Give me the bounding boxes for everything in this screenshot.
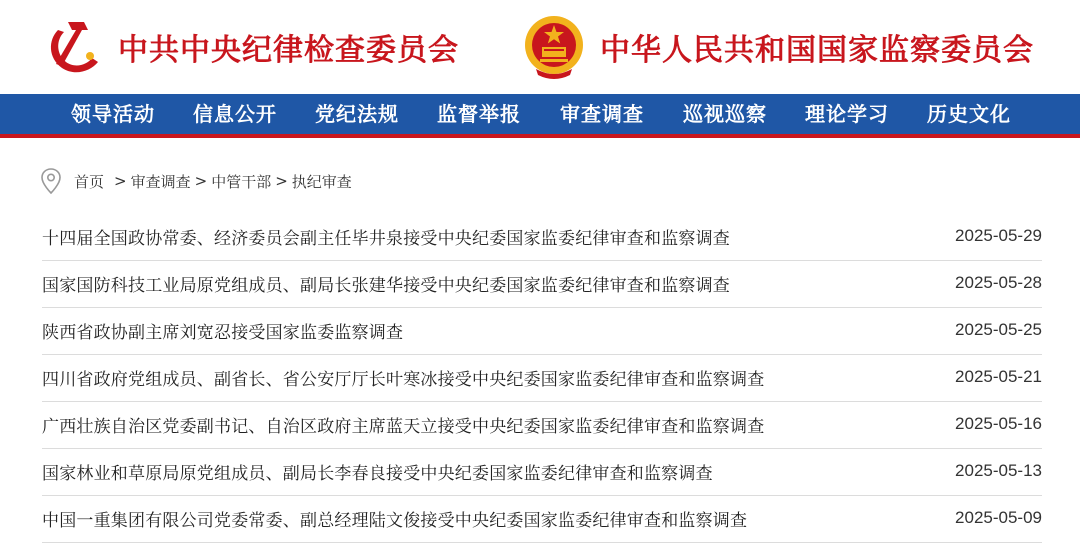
article-date: 2025-05-13 xyxy=(955,461,1042,480)
location-pin-icon xyxy=(40,167,62,195)
site-header xyxy=(0,0,1080,94)
breadcrumb xyxy=(40,166,352,196)
breadcrumb-central-cadres[interactable]: 中管干部 xyxy=(211,172,272,191)
nav-item-leadership[interactable]: 领导活动 xyxy=(71,102,155,126)
nav-item-inspection[interactable]: 巡视巡察 xyxy=(683,102,767,126)
article-title[interactable]: 十四届全国政协常委、经济委员会副主任毕井泉接受中央纪委国家监委纪律审查和监察调查 xyxy=(42,229,730,249)
article-title[interactable]: 陕西省政协副主席刘宽忍接受国家监委监察调查 xyxy=(42,323,404,343)
breadcrumb-discipline-review[interactable]: 执纪审查 xyxy=(291,172,352,191)
list-item[interactable] xyxy=(42,449,1042,496)
article-title[interactable]: 国家林业和草原局原党组成员、副局长李春良接受中央纪委国家监委纪律审查和监察调查 xyxy=(42,464,713,484)
article-date: 2025-05-28 xyxy=(955,273,1042,292)
nav-item-regulations[interactable]: 党纪法规 xyxy=(315,102,399,126)
nav-item-study[interactable]: 理论学习 xyxy=(805,102,889,126)
breadcrumb-separator: > xyxy=(275,172,288,190)
article-title[interactable]: 广西壮族自治区党委副书记、自治区政府主席蓝天立接受中央纪委国家监委纪律审查和监察调查 xyxy=(42,417,765,437)
list-item[interactable] xyxy=(42,402,1042,449)
breadcrumb-investigation[interactable]: 审查调查 xyxy=(130,172,191,191)
ccdi-name: 中共中央纪律检查委员会 xyxy=(118,33,459,68)
list-item[interactable] xyxy=(42,496,1042,543)
list-item[interactable] xyxy=(42,308,1042,355)
party-emblem-icon xyxy=(44,16,104,78)
list-item[interactable] xyxy=(42,355,1042,402)
article-date: 2025-05-25 xyxy=(955,320,1042,339)
nsc-name: 中华人民共和国国家监察委员会 xyxy=(600,33,1034,68)
list-item[interactable] xyxy=(42,214,1042,261)
nav-item-history[interactable]: 历史文化 xyxy=(927,102,1011,126)
article-title[interactable]: 国家国防科技工业局原党组成员、副局长张建华接受中央纪委国家监委纪律审查和监察调查 xyxy=(42,276,730,296)
main-nav xyxy=(0,94,1080,138)
article-list xyxy=(42,214,1042,543)
nav-item-report[interactable]: 监督举报 xyxy=(437,102,521,126)
breadcrumb-separator: > xyxy=(114,172,127,190)
nsc-logo-link[interactable] xyxy=(522,0,1034,94)
article-date: 2025-05-16 xyxy=(955,414,1042,433)
nav-item-disclosure[interactable]: 信息公开 xyxy=(193,102,277,126)
ccdi-logo-link[interactable] xyxy=(44,0,459,94)
nav-item-investigation[interactable]: 审查调查 xyxy=(560,102,644,126)
article-title[interactable]: 中国一重集团有限公司党委常委、副总经理陆文俊接受中央纪委国家监委纪律审查和监察调查 xyxy=(42,511,748,531)
article-date: 2025-05-09 xyxy=(955,508,1042,527)
breadcrumb-separator: > xyxy=(194,172,208,190)
article-date: 2025-05-21 xyxy=(955,367,1042,386)
article-date: 2025-05-29 xyxy=(955,226,1042,245)
article-title[interactable]: 四川省政府党组成员、副省长、省公安厅厅长叶寒冰接受中央纪委国家监委纪律审查和监察调查 xyxy=(42,370,765,390)
breadcrumb-home[interactable]: 首页 xyxy=(74,172,105,191)
national-emblem-icon xyxy=(522,13,586,81)
list-item[interactable] xyxy=(42,261,1042,308)
